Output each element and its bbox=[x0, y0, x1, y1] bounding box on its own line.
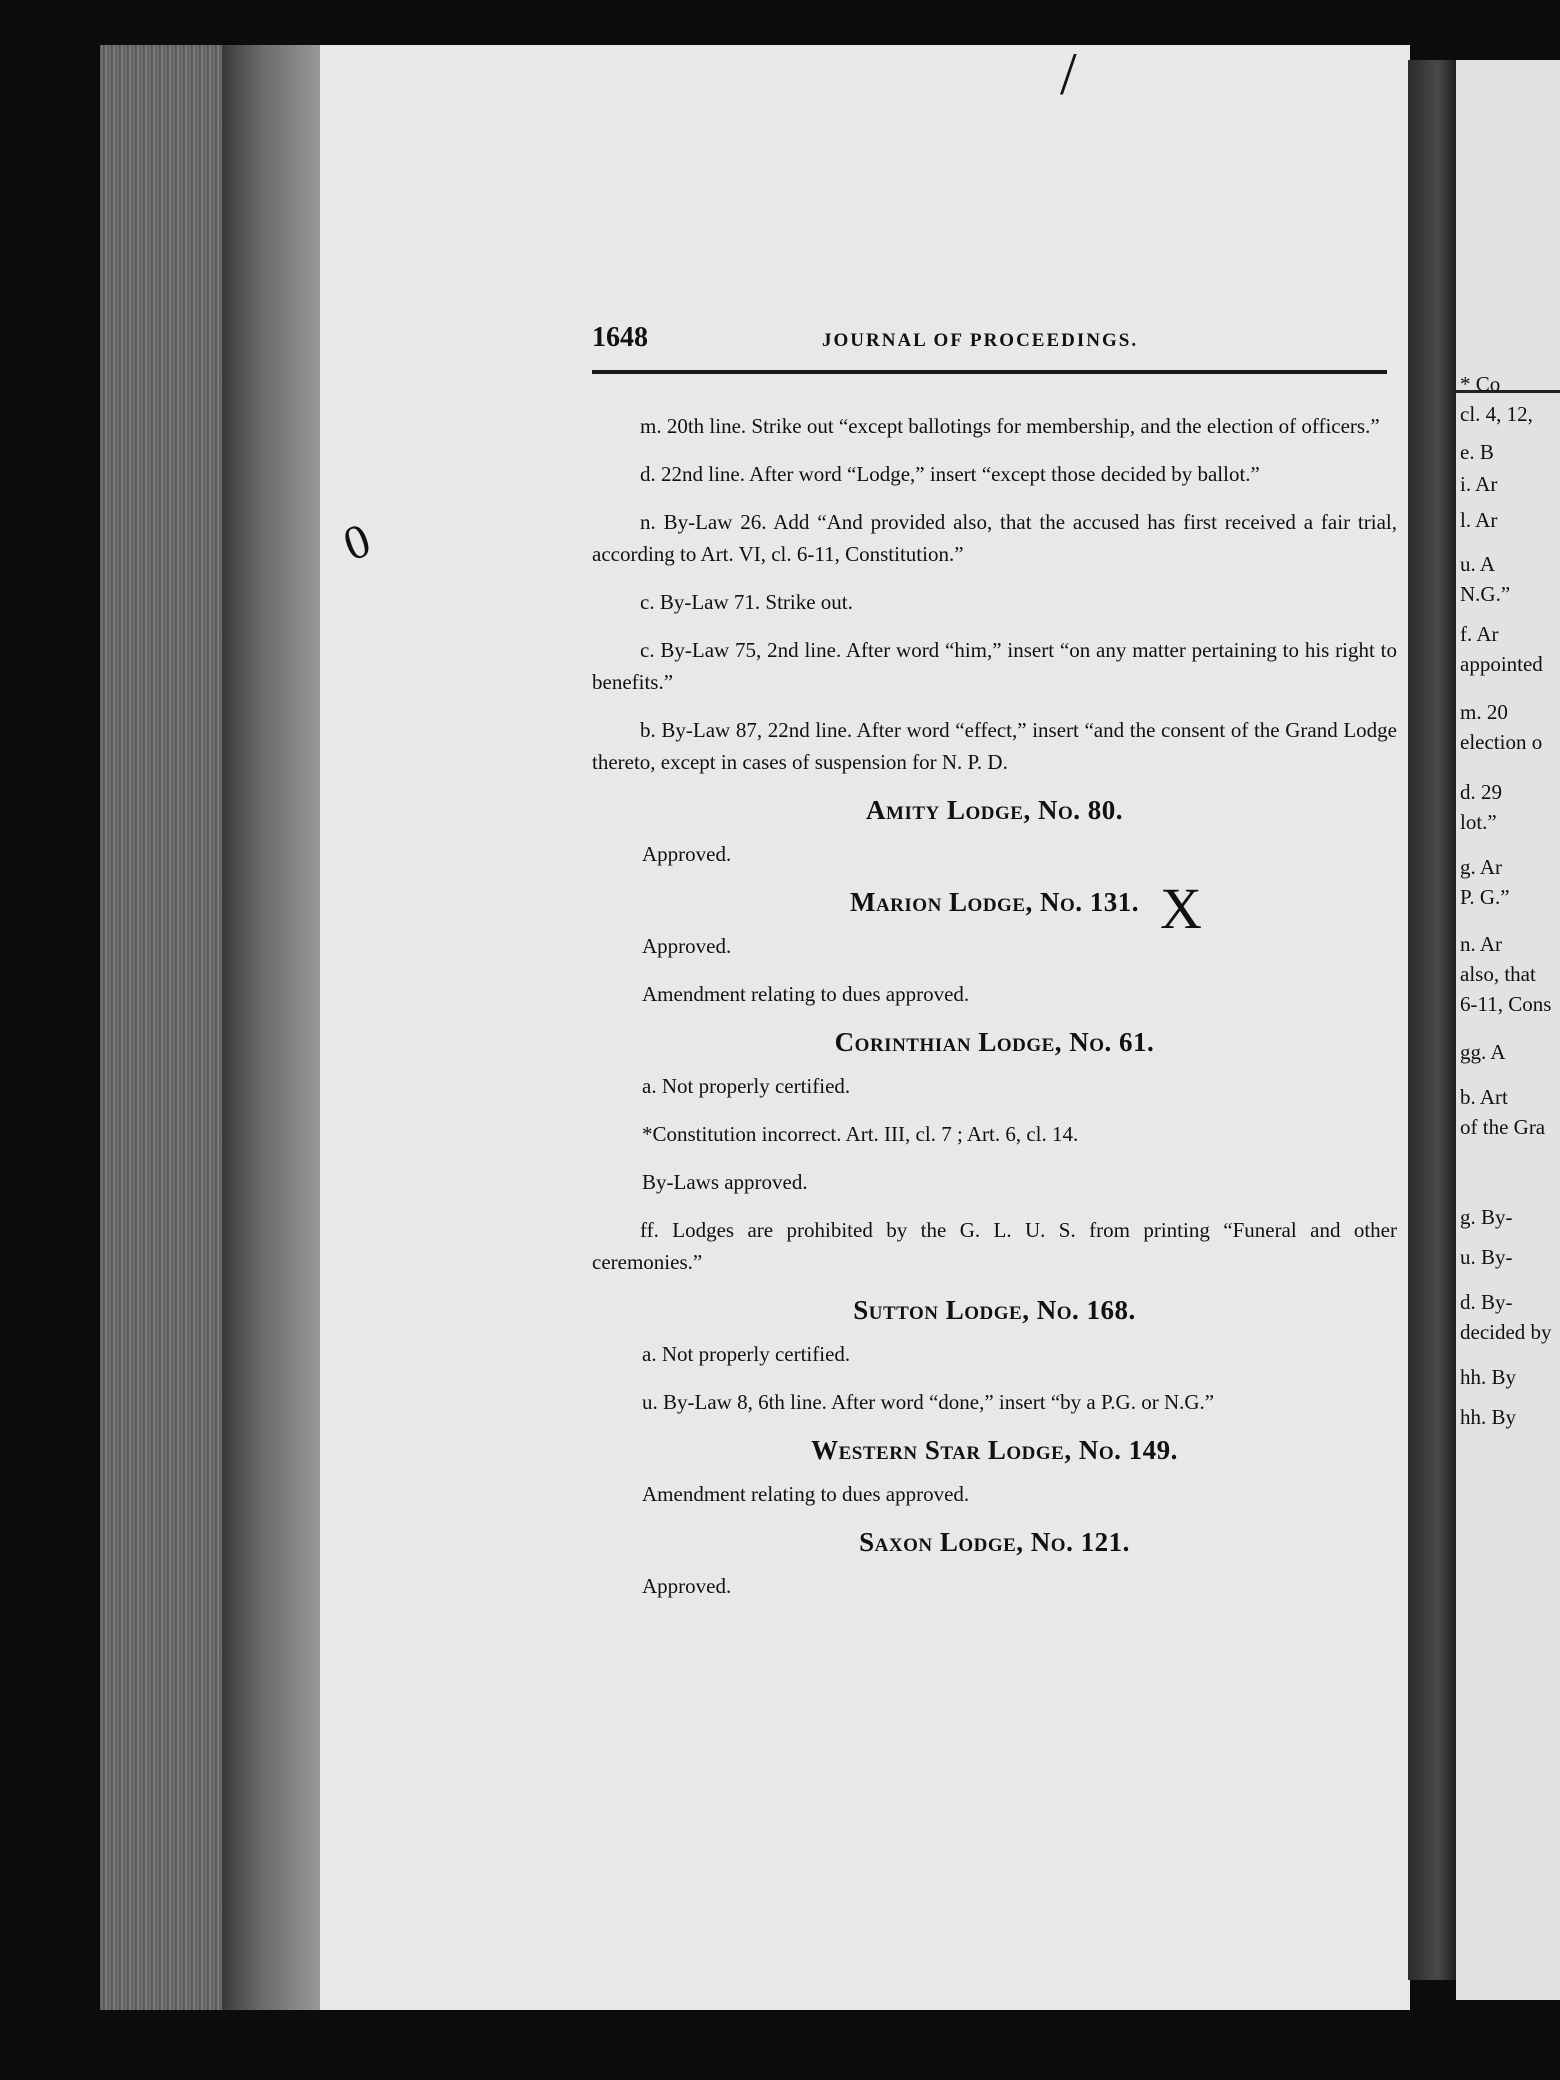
adjacent-page-fragment: f. Ar bbox=[1460, 622, 1499, 646]
adjacent-page-fragment: i. Ar bbox=[1460, 472, 1498, 496]
list-item: *Constitution incorrect. Art. III, cl. 7 ; Art. 6, cl. 14. bbox=[642, 1122, 1079, 1146]
lodge-heading: Corinthian Lodge, No. 61. bbox=[834, 1027, 1155, 1057]
list-item: Amendment relating to dues approved. bbox=[642, 1482, 970, 1506]
adjacent-page-fragment: appointed bbox=[1460, 652, 1543, 676]
paragraph: n. By-Law 26. Add “And provided also, that the accused has first received a fair trial, according to Art. VI, cl. 6-11, Constitution.” bbox=[592, 510, 1397, 566]
paragraph: c. By-Law 75, 2nd line. After word “him,” insert “on any matter pertaining to his right to benefits.” bbox=[592, 638, 1397, 694]
adjacent-page-fragment: d. 29 bbox=[1460, 780, 1502, 804]
adjacent-page-fragment: * Co bbox=[1460, 372, 1501, 396]
list-item: a. Not properly certified. bbox=[642, 1074, 851, 1098]
handwritten-slash-mark: / bbox=[1060, 41, 1077, 107]
adjacent-page-fragment: u. A bbox=[1460, 552, 1496, 576]
list-item: Approved. bbox=[642, 842, 732, 866]
paragraph: d. 22nd line. After word “Lodge,” insert “except those decided by ballot.” bbox=[640, 462, 1260, 486]
scan-border bbox=[0, 2010, 1560, 2080]
lodge-heading: Western Star Lodge, No. 149. bbox=[811, 1435, 1178, 1465]
adjacent-page-fragment: hh. By bbox=[1460, 1365, 1517, 1389]
list-item: Approved. bbox=[642, 934, 732, 958]
lodge-heading: Marion Lodge, No. 131. bbox=[849, 887, 1140, 917]
list-item: u. By-Law 8, 6th line. After word “done,” insert “by a P.G. or N.G.” bbox=[642, 1390, 1215, 1414]
list-item: Amendment relating to dues approved. bbox=[642, 982, 970, 1006]
adjacent-page-fragment: hh. By bbox=[1460, 1405, 1517, 1429]
adjacent-page-fragment: cl. 4, 12, bbox=[1460, 402, 1533, 426]
handwritten-x-mark: X bbox=[1160, 876, 1202, 941]
paragraph: c. By-Law 71. Strike out. bbox=[640, 590, 853, 614]
adjacent-page-fragment: lot.” bbox=[1460, 810, 1497, 834]
adjacent-page-fragment: b. Art bbox=[1460, 1085, 1508, 1109]
handwritten-zero-mark: 0 bbox=[336, 513, 378, 572]
adjacent-page-fragment: N.G.” bbox=[1460, 582, 1511, 606]
page-body bbox=[592, 410, 1397, 1618]
list-item: a. Not properly certified. bbox=[642, 1342, 851, 1366]
running-head: JOURNAL OF PROCEEDINGS. bbox=[822, 330, 1139, 351]
page-number: 1648 bbox=[592, 322, 648, 353]
book-inner-edge bbox=[222, 45, 322, 2010]
adjacent-page-fragment: of the Gra bbox=[1460, 1115, 1546, 1139]
adjacent-page-fragment: g. By- bbox=[1460, 1205, 1513, 1229]
adjacent-page-fragment: decided by bbox=[1460, 1320, 1552, 1344]
adjacent-page-fragment: m. 20 bbox=[1460, 700, 1508, 724]
adjacent-page-fragment: e. B bbox=[1460, 440, 1494, 464]
adjacent-page bbox=[1456, 60, 1560, 2000]
paragraph: b. By-Law 87, 22nd line. After word “effect,” insert “and the consent of the Grand Lodge thereto, except in cases of suspension for N. P. D. bbox=[592, 718, 1397, 774]
adjacent-page-fragment: d. By- bbox=[1460, 1290, 1513, 1314]
page-gutter bbox=[1408, 60, 1458, 1980]
adjacent-page-fragment: 6-11, Cons bbox=[1460, 992, 1552, 1016]
paragraph: m. 20th line. Strike out “except ballotings for membership, and the election of officers.” bbox=[640, 414, 1380, 438]
adjacent-page-fragment: l. Ar bbox=[1460, 508, 1498, 532]
adjacent-page-fragment: u. By- bbox=[1460, 1245, 1513, 1269]
adjacent-page-fragment: P. G.” bbox=[1460, 885, 1510, 909]
adjacent-page-fragment: election o bbox=[1460, 730, 1543, 754]
list-item: By-Laws approved. bbox=[642, 1170, 808, 1194]
lodge-heading: Amity Lodge, No. 80. bbox=[866, 795, 1123, 825]
page-header bbox=[592, 320, 1387, 374]
adjacent-page-fragment: gg. A bbox=[1460, 1040, 1506, 1064]
paragraph: ff. Lodges are prohibited by the G. L. U. S. from printing “Funeral and other ceremonies.” bbox=[592, 1218, 1397, 1274]
adjacent-page-fragment: g. Ar bbox=[1460, 855, 1502, 879]
adjacent-page-fragment: also, that bbox=[1460, 962, 1536, 986]
lodge-heading: Sutton Lodge, No. 168. bbox=[853, 1295, 1136, 1325]
list-item: Approved. bbox=[642, 1574, 732, 1598]
lodge-heading: Saxon Lodge, No. 121. bbox=[859, 1527, 1130, 1557]
adjacent-page-fragment: n. Ar bbox=[1460, 932, 1502, 956]
